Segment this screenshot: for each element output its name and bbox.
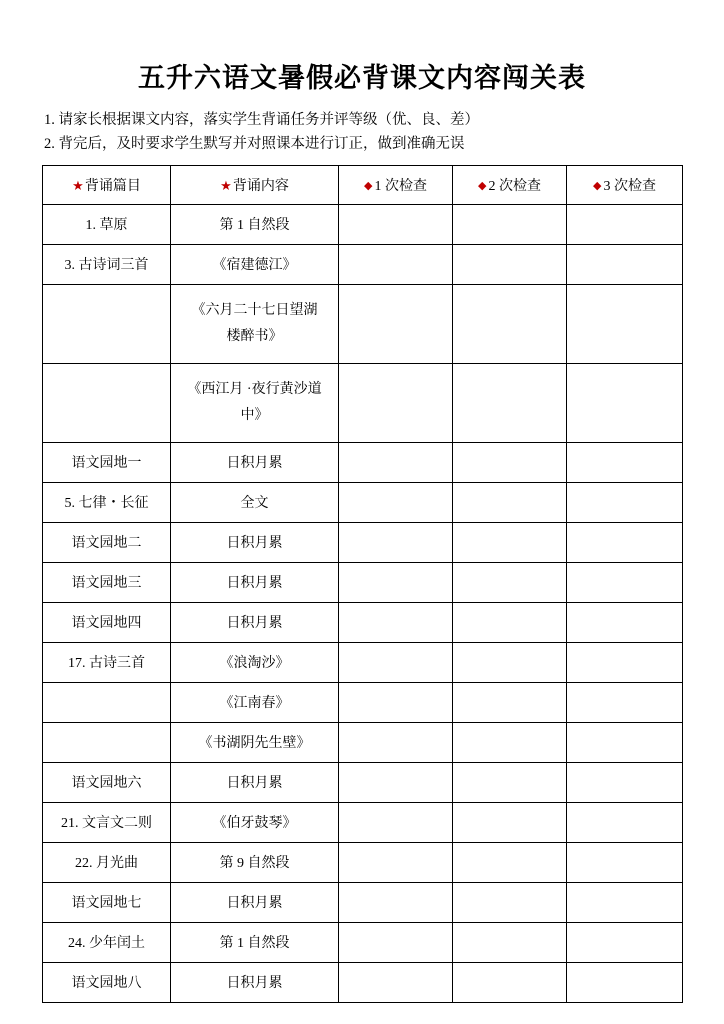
header-cell-check2 <box>453 165 567 204</box>
diamond-icon: ◆ <box>593 179 602 192</box>
cell-check2[interactable] <box>453 882 567 922</box>
cell-title: 语文园地七 <box>43 882 171 922</box>
cell-content: 《宿建德江》 <box>171 244 339 284</box>
cell-check3[interactable] <box>567 522 683 562</box>
cell-title <box>43 363 171 442</box>
cell-check3[interactable] <box>567 363 683 442</box>
cell-check3[interactable] <box>567 204 683 244</box>
header-label: 背诵内容 <box>232 178 289 194</box>
cell-check2[interactable] <box>453 562 567 602</box>
table-row <box>43 682 683 722</box>
cell-check3[interactable] <box>567 882 683 922</box>
diamond-icon: ◆ <box>364 179 373 192</box>
page-title: 五升六语文暑假必背课文内容闯关表 <box>138 63 586 93</box>
header-label: 3 次检查 <box>603 178 656 194</box>
cell-content: 第 1 自然段 <box>171 204 339 244</box>
cell-check3[interactable] <box>567 642 683 682</box>
cell-content: 日积月累 <box>171 442 339 482</box>
cell-check2[interactable] <box>453 442 567 482</box>
cell-check2[interactable] <box>453 482 567 522</box>
cell-check2[interactable] <box>453 842 567 882</box>
table-row <box>43 922 683 962</box>
cell-title: 22. 月光曲 <box>43 842 171 882</box>
cell-check2[interactable] <box>453 762 567 802</box>
cell-content: 《伯牙鼓琴》 <box>171 802 339 842</box>
cell-title: 语文园地六 <box>43 762 171 802</box>
cell-check1[interactable] <box>339 642 453 682</box>
cell-check3[interactable] <box>567 802 683 842</box>
cell-check1[interactable] <box>339 284 453 363</box>
cell-title: 语文园地八 <box>43 962 171 1002</box>
cell-title: 5. 七律・长征 <box>43 482 171 522</box>
cell-check3[interactable] <box>567 482 683 522</box>
cell-check2[interactable] <box>453 682 567 722</box>
cell-check2[interactable] <box>453 284 567 363</box>
cell-title <box>43 722 171 762</box>
header-label: 背诵篇目 <box>84 178 141 194</box>
table-row <box>43 482 683 522</box>
cell-check3[interactable] <box>567 762 683 802</box>
cell-check1[interactable] <box>339 882 453 922</box>
cell-title: 语文园地一 <box>43 442 171 482</box>
cell-check1[interactable] <box>339 962 453 1002</box>
instruction-line-2: 2. 背完后，及时要求学生默写并对照课本进行订正，做到准确无误 <box>44 135 465 152</box>
table-header <box>43 165 683 204</box>
cell-check2[interactable] <box>453 962 567 1002</box>
cell-check2[interactable] <box>453 602 567 642</box>
table-row <box>43 562 683 602</box>
cell-check1[interactable] <box>339 922 453 962</box>
cell-check1[interactable] <box>339 482 453 522</box>
cell-title: 语文园地二 <box>43 522 171 562</box>
cell-title <box>43 284 171 363</box>
header-cell-check1 <box>339 165 453 204</box>
cell-check2[interactable] <box>453 363 567 442</box>
table-row <box>43 442 683 482</box>
table-row <box>43 522 683 562</box>
table-row <box>43 882 683 922</box>
cell-title: 17. 古诗三首 <box>43 642 171 682</box>
recitation-table <box>42 165 683 1003</box>
cell-title: 24. 少年闰土 <box>43 922 171 962</box>
star-icon: ★ <box>220 177 232 193</box>
cell-content: 第 1 自然段 <box>171 922 339 962</box>
table-row <box>43 762 683 802</box>
cell-check3[interactable] <box>567 562 683 602</box>
cell-check1[interactable] <box>339 562 453 602</box>
table-row <box>43 802 683 842</box>
table-body <box>43 204 683 1002</box>
table-row <box>43 363 683 442</box>
instructions-block <box>42 109 682 157</box>
cell-check1[interactable] <box>339 842 453 882</box>
cell-content: 全文 <box>171 482 339 522</box>
instruction-line-1: 1. 请家长根据课文内容，落实学生背诵任务并评等级（优、良、差） <box>44 112 479 128</box>
table-header-row <box>43 165 683 204</box>
cell-content: 日积月累 <box>171 562 339 602</box>
cell-content: 日积月累 <box>171 762 339 802</box>
cell-content: 《六月二十七日望湖 楼醉书》 <box>171 284 339 363</box>
cell-check1[interactable] <box>339 204 453 244</box>
cell-content: 第 9 自然段 <box>171 842 339 882</box>
header-cell-check3 <box>567 165 683 204</box>
cell-title: 语文园地四 <box>43 602 171 642</box>
cell-check3[interactable] <box>567 442 683 482</box>
cell-check3[interactable] <box>567 922 683 962</box>
cell-check3[interactable] <box>567 962 683 1002</box>
table-row <box>43 284 683 363</box>
cell-title: 语文园地三 <box>43 562 171 602</box>
cell-check2[interactable] <box>453 722 567 762</box>
cell-check1[interactable] <box>339 363 453 442</box>
cell-title: 21. 文言文二则 <box>43 802 171 842</box>
cell-check3[interactable] <box>567 682 683 722</box>
cell-check1[interactable] <box>339 762 453 802</box>
cell-check1[interactable] <box>339 682 453 722</box>
diamond-icon: ◆ <box>478 179 487 192</box>
table-row <box>43 642 683 682</box>
cell-check2[interactable] <box>453 802 567 842</box>
star-icon: ★ <box>72 177 84 193</box>
header-cell-content <box>171 165 339 204</box>
cell-check3[interactable] <box>567 284 683 363</box>
cell-check1[interactable] <box>339 522 453 562</box>
header-label: 1 次检查 <box>374 178 427 194</box>
table-row <box>43 842 683 882</box>
cell-check2[interactable] <box>453 244 567 284</box>
cell-content: 日积月累 <box>171 882 339 922</box>
table-row <box>43 962 683 1002</box>
cell-check2[interactable] <box>453 204 567 244</box>
table-row <box>43 602 683 642</box>
cell-check2[interactable] <box>453 642 567 682</box>
cell-content: 日积月累 <box>171 602 339 642</box>
cell-check3[interactable] <box>567 842 683 882</box>
table-row <box>43 244 683 284</box>
table-row <box>43 722 683 762</box>
cell-check3[interactable] <box>567 602 683 642</box>
cell-content: 《江南春》 <box>171 682 339 722</box>
cell-title <box>43 682 171 722</box>
cell-title: 3. 古诗词三首 <box>43 244 171 284</box>
cell-content: 日积月累 <box>171 522 339 562</box>
cell-check3[interactable] <box>567 722 683 762</box>
cell-check1[interactable] <box>339 602 453 642</box>
header-label: 2 次检查 <box>488 178 541 194</box>
header-cell-title <box>43 165 171 204</box>
cell-content: 《西江月 ·夜行黄沙道 中》 <box>171 363 339 442</box>
cell-title: 1. 草原 <box>43 204 171 244</box>
cell-check2[interactable] <box>453 922 567 962</box>
table-row <box>43 204 683 244</box>
cell-check1[interactable] <box>339 802 453 842</box>
cell-check2[interactable] <box>453 522 567 562</box>
cell-check1[interactable] <box>339 442 453 482</box>
cell-content: 《书湖阴先生壁》 <box>171 722 339 762</box>
cell-check1[interactable] <box>339 722 453 762</box>
cell-content: 日积月累 <box>171 962 339 1002</box>
cell-check1[interactable] <box>339 244 453 284</box>
cell-content: 《浪淘沙》 <box>171 642 339 682</box>
cell-check3[interactable] <box>567 244 683 284</box>
